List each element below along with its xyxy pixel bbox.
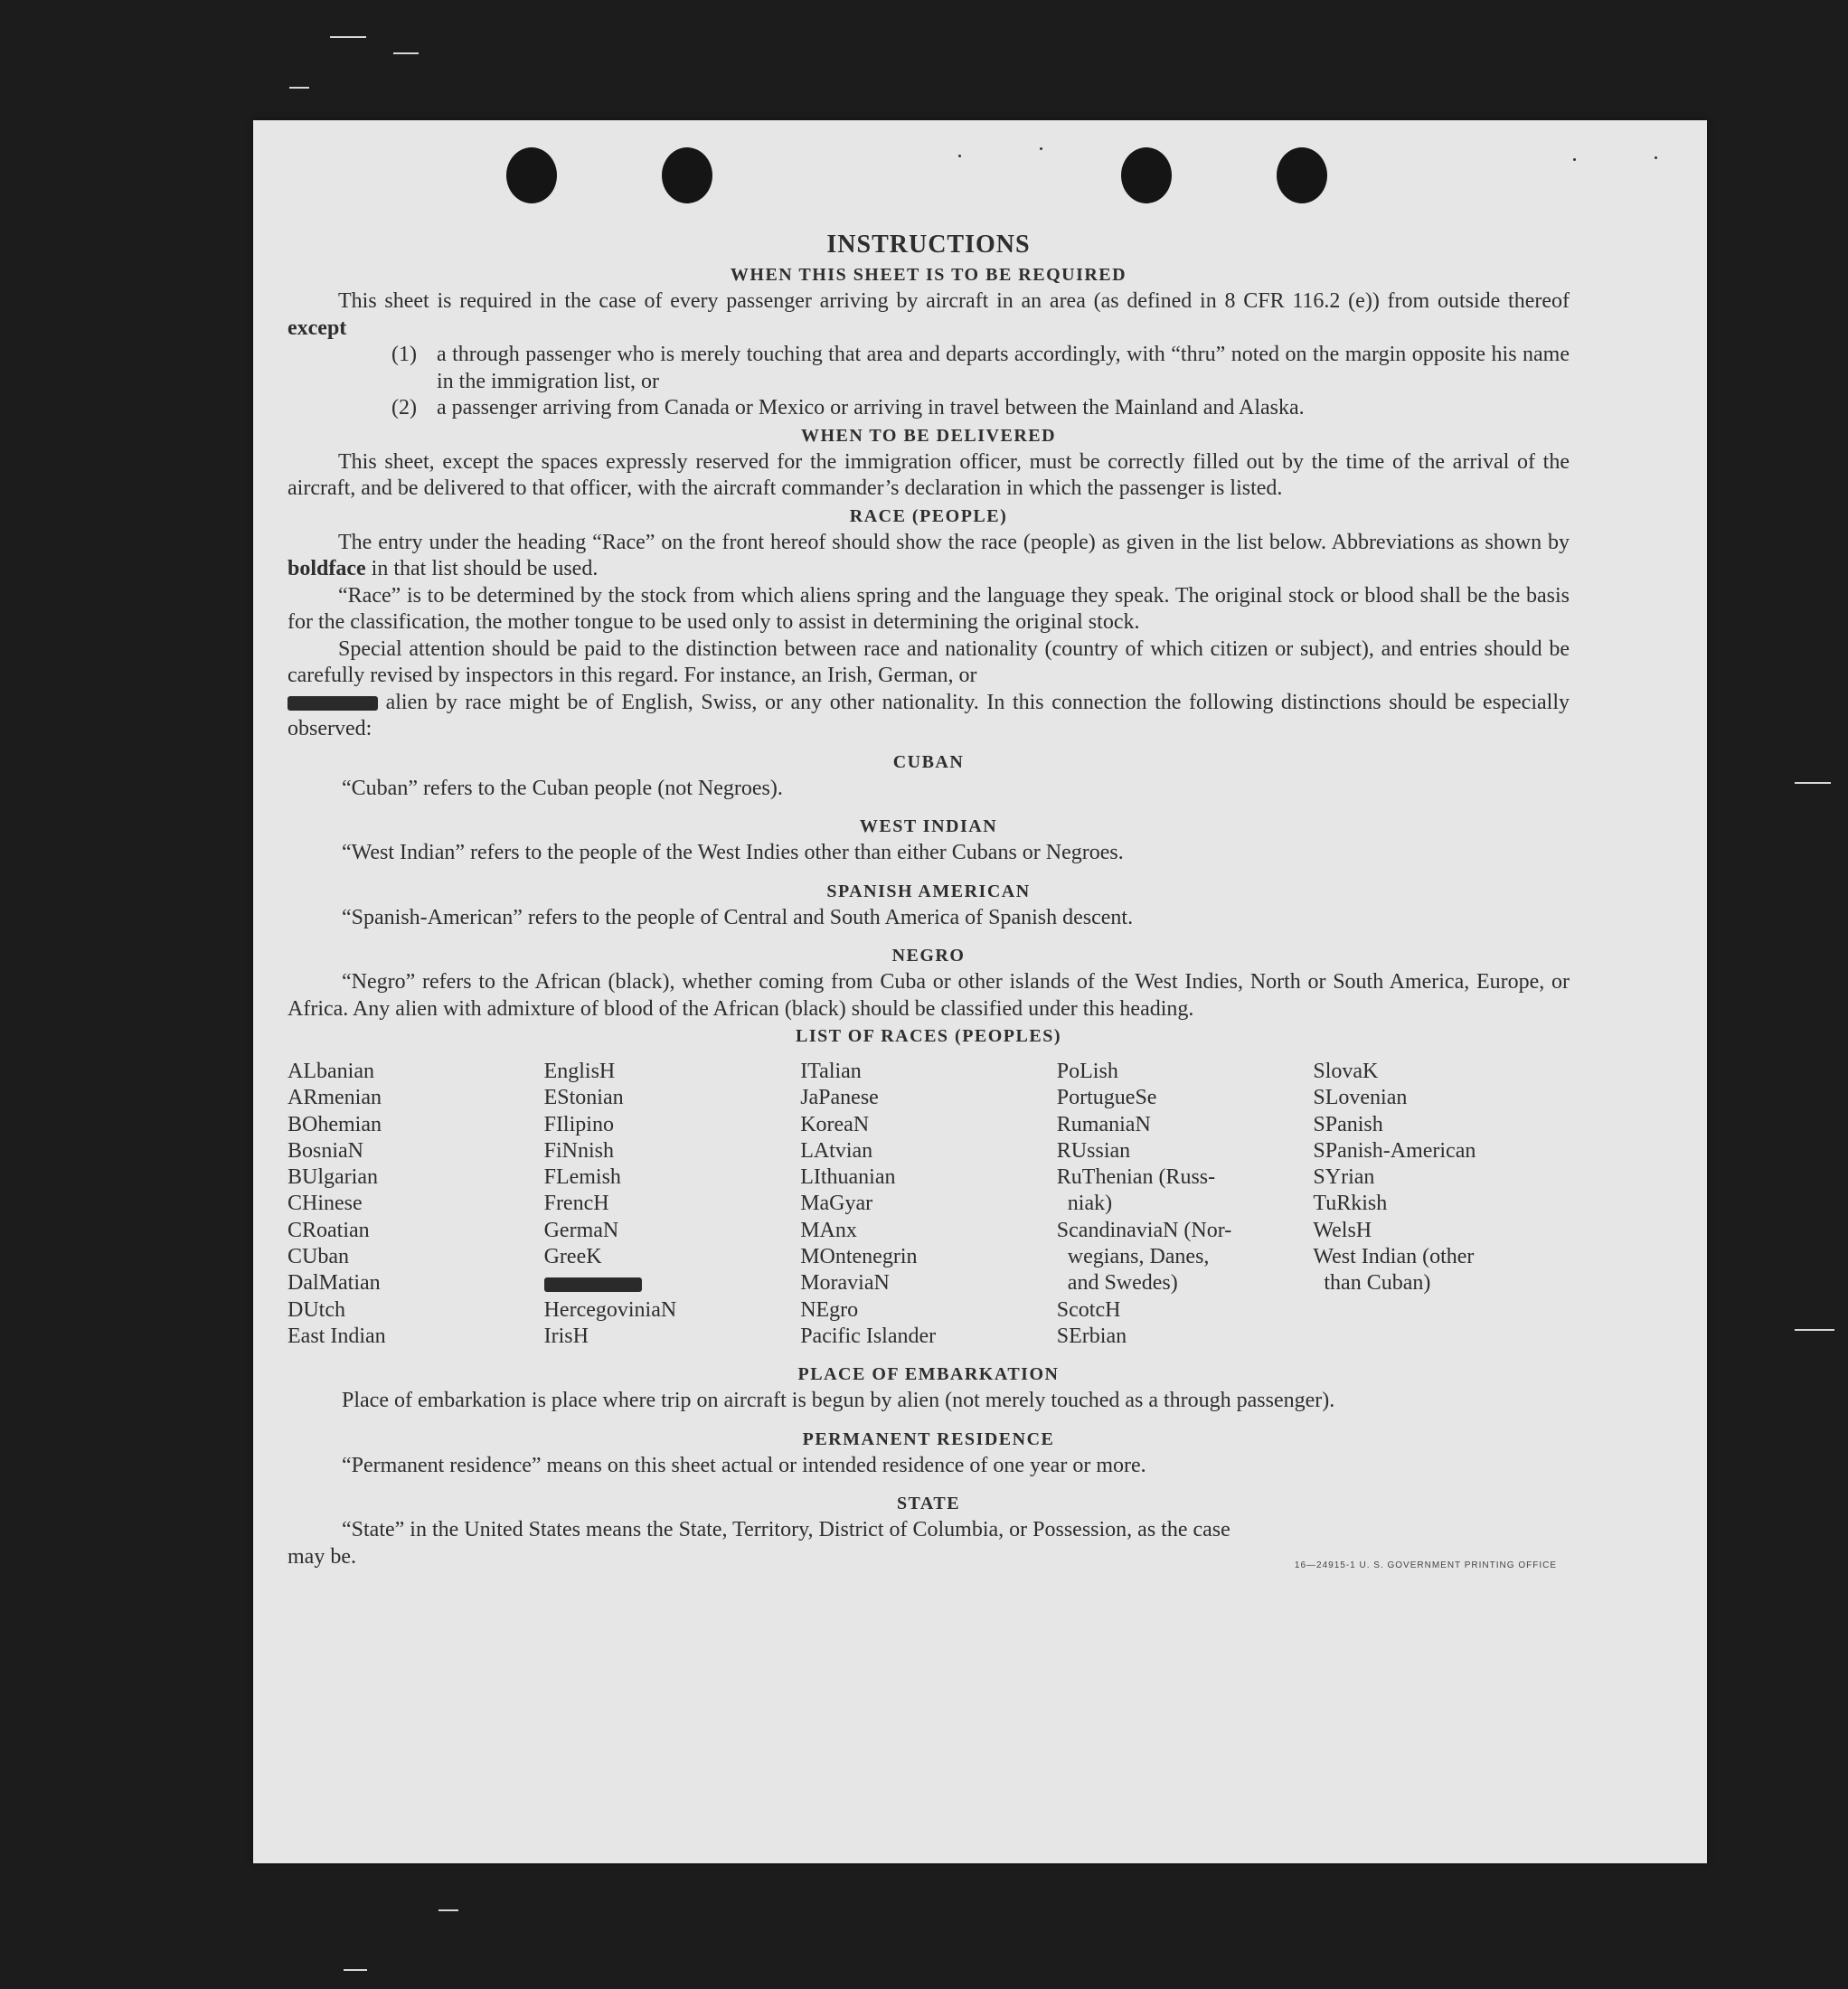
race-item: FLemish (543, 1165, 621, 1190)
race-item: MaGyar (800, 1192, 873, 1216)
race-item: ALbanian (288, 1060, 374, 1083)
heading-west-indian: WEST INDIAN (859, 816, 998, 836)
race-item: FrencH (543, 1192, 609, 1216)
frame-mark (344, 1969, 367, 1971)
race-item: KoreaN (800, 1112, 870, 1136)
races-column-1 (288, 1059, 544, 1350)
race-item: DalMatian (288, 1271, 381, 1296)
race-paragraph-1: The entry under the heading “Race” on the front hereof should show the race (people) as given in the list below. Abbreviations as shown by boldface in that list should be used. (288, 530, 1570, 580)
race-item: CRoatian (288, 1218, 370, 1242)
race-item: SYrian (1313, 1165, 1375, 1190)
race-item: JaPanese (800, 1086, 879, 1110)
frame-mark (289, 87, 309, 89)
negro-text: “Negro” refers to the African (black), whether coming from Cuba or other islands of the West Indies, North or South America, Europe, or Africa. Any alien with admixture of blood of the African (black) should be classified under this heading. (288, 970, 1570, 1021)
frame-mark (393, 52, 419, 54)
race-item: FIlipino (543, 1112, 614, 1136)
frame-mark (1795, 782, 1831, 784)
race-item: SPanish (1313, 1112, 1383, 1136)
race-item: BOhemian (288, 1112, 382, 1136)
race-item: East Indian (288, 1324, 386, 1348)
races-column-2 (544, 1059, 801, 1350)
heading-negro: NEGRO (891, 946, 966, 966)
heading-cuban: CUBAN (892, 751, 965, 772)
when-required-intro: This sheet is required in the case of every passenger arriving by aircraft in an area (as defined in 8 CFR 116.2 (e)) from outside thereof except (288, 289, 1570, 340)
heading-when-required: WHEN THIS SHEET IS TO BE REQUIRED (730, 265, 1127, 285)
race-item: LAtvian (800, 1138, 873, 1163)
race-item: SPanish-American (1313, 1138, 1476, 1163)
condition-number: (2) (391, 396, 417, 419)
race-item: LIthuanian (800, 1165, 896, 1190)
race-item: ScotcH (1056, 1297, 1121, 1322)
condition-number: (1) (391, 343, 417, 366)
race-item: EStonian (543, 1086, 624, 1110)
race-item: West Indian (other (1313, 1245, 1475, 1269)
redaction-mark (544, 1277, 642, 1292)
instructions-body (288, 229, 1570, 1570)
race-item: FiNnish (543, 1138, 614, 1163)
race-item: BosniaN (288, 1138, 363, 1163)
races-column-4 (1057, 1059, 1314, 1350)
race-item: WelsH (1313, 1218, 1372, 1242)
race-item: wegians, Danes, (1056, 1245, 1210, 1269)
race-item: ARmenian (288, 1086, 382, 1110)
race-item: PortugueSe (1056, 1086, 1157, 1110)
race-item: MoraviaN (800, 1271, 890, 1296)
condition-2 (288, 395, 1570, 422)
race-item: EnglisH (543, 1060, 616, 1083)
speck (1573, 158, 1576, 161)
punch-hole (1277, 147, 1327, 203)
heading-list-of-races: LIST OF RACES (PEOPLES) (795, 1026, 1061, 1046)
race-paragraph-3: Special attention should be paid to the distinction between race and nationality (country of which citizen or subject), and entries should be carefully revised by inspectors in this regard. For instance, an Irish, German, or alien by race might be of English, Swiss, or any other nationality. In this connection the following distinctions should be especially observed: (288, 636, 1570, 740)
speck (1040, 147, 1042, 150)
spanish-american-text: “Spanish-American” refers to the people of Central and South America of Spanish descent. (342, 905, 1134, 929)
race-item-redacted (544, 1270, 801, 1296)
condition-text: a passenger arriving from Canada or Mexico or arriving in travel between the Mainland and Alaska. (437, 396, 1305, 419)
race-item: GermaN (543, 1218, 619, 1242)
condition-text: a through passenger who is merely touching that area and departs accordingly, with “thru” noted on the margin opposite his name in the immigration list, or (437, 343, 1570, 393)
race-item: niak) (1056, 1192, 1113, 1216)
residence-text: “Permanent residence” means on this sheet actual or intended residence of one year or more. (342, 1453, 1146, 1477)
heading-permanent-residence: PERMANENT RESIDENCE (802, 1428, 1055, 1449)
races-column-5 (1313, 1059, 1570, 1350)
heading-race: RACE (PEOPLE) (849, 505, 1008, 526)
race-item: ScandinaviaN (Nor- (1056, 1218, 1232, 1242)
footer-line (288, 1544, 1570, 1571)
embarkation-text: Place of embarkation is place where trip on aircraft is begun by alien (not merely touched as a through passenger). (342, 1389, 1335, 1413)
race-item: CUban (288, 1245, 349, 1269)
page-title: INSTRUCTIONS (826, 231, 1031, 259)
heading-spanish-american: SPANISH AMERICAN (826, 881, 1031, 901)
race-item: ITalian (800, 1060, 862, 1083)
race-item: DUtch (288, 1297, 345, 1322)
punch-hole (662, 147, 712, 203)
race-paragraph-2: “Race” is to be determined by the stock from which aliens spring and the language they speak. The original stock or blood shall be the basis for the classification, the mother tongue to be used only to assist in determining the original stock. (288, 583, 1570, 634)
race-item: SlovaK (1313, 1060, 1379, 1083)
race-item: Pacific Islander (800, 1324, 937, 1348)
frame-mark (330, 36, 366, 38)
frame-mark (438, 1909, 458, 1911)
heading-when-delivered: WHEN TO BE DELIVERED (800, 425, 1057, 446)
when-delivered-text: This sheet, except the spaces expressly reserved for the immigration officer, must be correctly filled out by the time of the arrival of the aircraft, and be delivered to that officer, with the aircraft commander’s declaration in which the passenger is listed. (288, 449, 1570, 500)
race-item: HercegoviniaN (543, 1297, 677, 1322)
race-item: CHinese (288, 1192, 363, 1216)
condition-1 (288, 342, 1570, 395)
races-list (288, 1059, 1570, 1350)
race-item: RumaniaN (1056, 1112, 1151, 1136)
race-item: BUlgarian (288, 1165, 378, 1190)
speck (1655, 156, 1657, 159)
redaction-mark (288, 696, 378, 711)
race-item: SLovenian (1313, 1086, 1408, 1110)
race-item: IrisH (543, 1324, 589, 1348)
race-item: MOntenegrin (800, 1245, 918, 1269)
race-item: NEgro (800, 1297, 859, 1322)
race-item: than Cuban) (1313, 1271, 1431, 1296)
race-item: SErbian (1056, 1324, 1127, 1348)
heading-embarkation: PLACE OF EMBARKATION (797, 1364, 1060, 1385)
frame-mark (1795, 1329, 1834, 1331)
race-item: TuRkish (1313, 1192, 1388, 1216)
punch-hole (1121, 147, 1172, 203)
speck (958, 155, 961, 157)
race-item: RUssian (1056, 1138, 1131, 1163)
printing-imprint: 16—24915-1 U. S. GOVERNMENT PRINTING OFFICE (1294, 1560, 1557, 1571)
state-text-line-1: “State” in the United States means the State, Territory, District of Columbia, or Possession, as the case (342, 1518, 1230, 1542)
races-column-3 (800, 1059, 1057, 1350)
race-item: RuThenian (Russ- (1056, 1165, 1216, 1190)
west-indian-text: “West Indian” refers to the people of the West Indies other than either Cubans or Negroes. (342, 841, 1124, 864)
punch-hole (506, 147, 557, 203)
race-item: and Swedes) (1056, 1271, 1178, 1296)
race-item: MAnx (800, 1218, 857, 1242)
document-page (253, 120, 1707, 1863)
race-item: PoLish (1056, 1060, 1118, 1083)
heading-state: STATE (896, 1494, 961, 1514)
cuban-text: “Cuban” refers to the Cuban people (not Negroes). (342, 776, 783, 800)
race-item: GreeK (543, 1245, 602, 1269)
state-text-line-2: may be. (288, 1544, 356, 1569)
